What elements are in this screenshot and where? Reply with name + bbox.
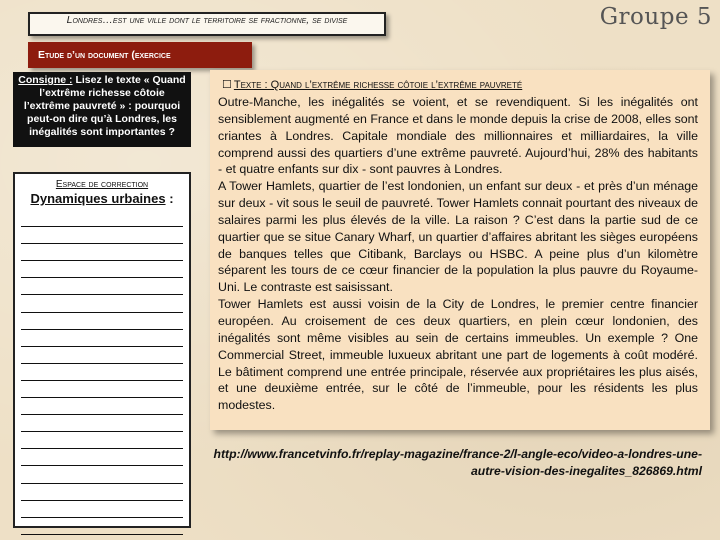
checkbox-icon: ☐ [222, 79, 232, 91]
consigne-box [13, 72, 191, 147]
document-paragraph: Tower Hamlets est aussi voisin de la City de Londres, le premier centre financier européen. Au croisement de ces deux quartiers, en plein cœur londonien, des inégalités sont même visibles au sein de certains immeubles. Un exemple ? One Commercial Street, immeuble luxueux abritant une part de logements à coût modéré. Le bâtiment comprend une entrée principale, réservée aux propriétaires les plus aisés, et une deuxième entrée, sur le côté de l’immeuble, pour les résidents les plus modestes. [218, 297, 698, 413]
document-title-text: Texte : Quand l’extrême richesse côtoie l’extrême pauvreté [233, 79, 523, 91]
answer-line[interactable] [21, 278, 183, 295]
exercise-subtitle: Etude d’un document (exercice [28, 42, 252, 68]
answer-line[interactable] [21, 313, 183, 330]
answer-line[interactable] [21, 398, 183, 415]
page-title-box [28, 12, 386, 36]
answer-line[interactable] [21, 432, 183, 449]
correction-area[interactable] [13, 172, 191, 528]
answer-line[interactable] [21, 210, 183, 227]
answer-line[interactable] [21, 347, 183, 364]
answer-line[interactable] [21, 261, 183, 278]
answer-line[interactable] [21, 295, 183, 312]
answer-line[interactable] [21, 244, 183, 261]
correction-subtitle-suffix: : [165, 191, 174, 206]
source-link[interactable]: http://www.francetvinfo.fr/replay-magazine/france-2/l-angle-eco/video-a-londres-une-autre-vision-des-inegalites_826869.html [213, 447, 702, 478]
answer-line[interactable] [21, 518, 183, 535]
answer-line[interactable] [21, 364, 183, 381]
answer-line[interactable] [21, 330, 183, 347]
answer-lines[interactable] [21, 210, 183, 535]
answer-line[interactable] [21, 449, 183, 466]
answer-line[interactable] [21, 484, 183, 501]
answer-line[interactable] [21, 381, 183, 398]
consigne-text: Lisez le texte « Quand l’extrême richesse côtoie l’extrême pauvreté » : pourquoi peut-on dire qu’à Londres, les inégalités sont importantes ? [23, 74, 186, 138]
document-body [218, 94, 698, 414]
consigne-label: Consigne : [18, 74, 73, 86]
answer-line[interactable] [21, 466, 183, 483]
document-title [222, 78, 522, 91]
page-title: Londres…est une ville dont le territoire se fractionne, se divise [66, 14, 348, 26]
document-paragraph: A Tower Hamlets, quartier de l’est londonien, un enfant sur deux - et près d’un ménage sur deux - vit sous le seuil de pauvreté. Tower Hamlets connait pourtant des niveaux de salaires parmi les plus élevés de la ville. La raison ? C’est dans la partie sud de ce quartier que se situe Canary Wharf, un quartier d’affaires abritant les sièges européens de banques telles que Citibank, Barclays ou HSBC. A peine plus d’un kilomètre séparent les tours de ce cœur financier de la population la plus pauvre du Royaume-Uni. Le contraste est saisissant. [218, 179, 698, 295]
group-label: Groupe 5 [599, 4, 712, 30]
correction-title: Espace de correction [55, 179, 149, 190]
correction-subtitle-text: Dynamiques urbaines [30, 191, 166, 206]
answer-line[interactable] [21, 501, 183, 518]
correction-subtitle [21, 191, 183, 207]
document-paragraph: Outre-Manche, les inégalités se voient, et se revendiquent. Si les inégalités ont sensiblement augmenté en France et dans le monde depuis la crise de 2008, elles sont criantes à Londres. Capitale mondiale des millionnaires et milliardaires, la ville comprend aussi des quartiers d’une extrême pauvreté. Aujourd’hui, 28% des habitants - et quatre enfants sur dix - sont pauvres à Londres. [218, 95, 698, 177]
answer-line[interactable] [21, 227, 183, 244]
answer-line[interactable] [21, 415, 183, 432]
